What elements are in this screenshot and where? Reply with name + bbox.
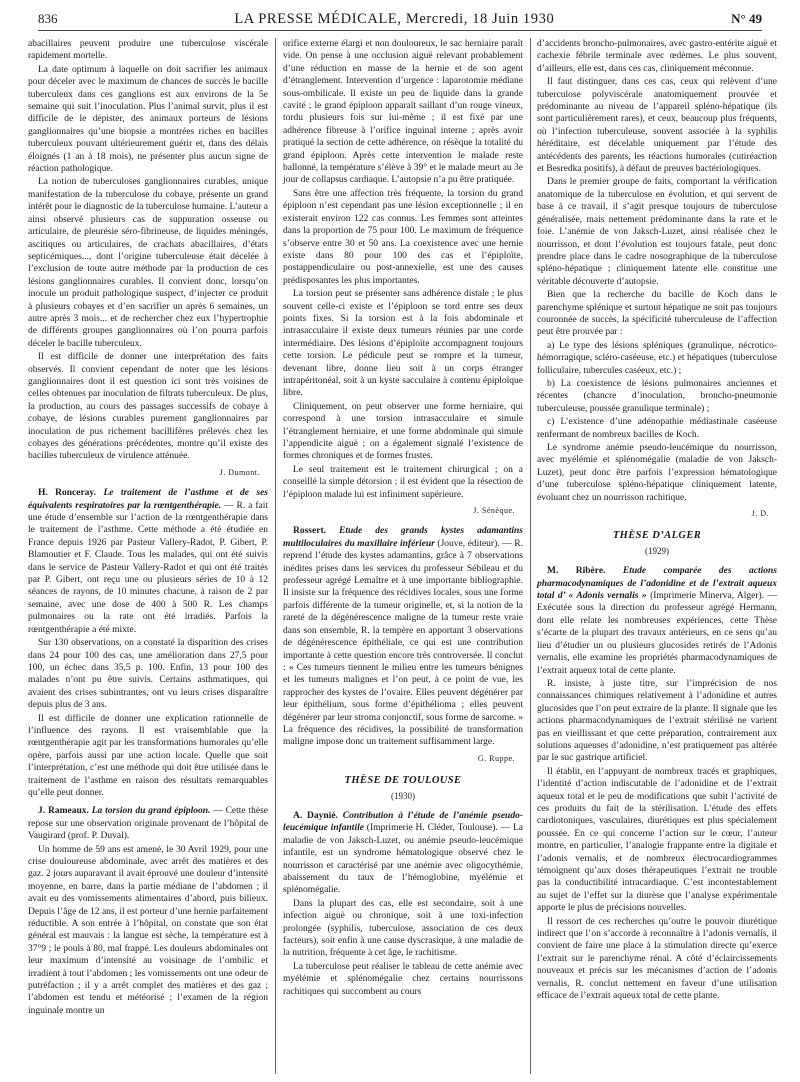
paragraph: Sans être une affection très fréquente, la torsion du grand épiploon n’est cependant pas une lésion exceptionnelle ; il en existerait environ 122 cas connus. Les femmes sont atteintes dans la proportion de 75 pour 100. Le maximum de fréquence s’observe entre 30 et 50 ans. La coexistence avec une hernie existe dans 80 pour 100 des cas et l’épiploïte, postappendiculaire ou post-annexielle, est une des causes prédisposantes les plus importantes. [283,188,523,286]
section-heading: THÈSE DE TOULOUSE [344,775,462,787]
paragraph: Bien que la recherche du bacille de Koch dans le parenchyme splénique et surtout hépatique ne soit pas toujours couronnée de succès, la spécificité tuberculeuse de l’affection peut être prouvée par : [537,290,777,338]
paragraph: Le seul traitement est le traitement chirurgical ; on a conseillé la simple détorsion ; il est évident que la résection de l’épiploon malade lui est infiniment supérieure. [283,464,523,500]
paragraph: d’accidents broncho-pulmonaires, avec gastro-entérite aiguë et cachexie fébrile terminale avec œdèmes. Le plus souvent, d’ailleurs, elle est, dans ces cas, cliniquement méconnue. [537,39,777,74]
article-head [283,810,523,897]
article-text: — R. a fait une étude d’ensemble sur l’action de la rœntgenthérapie dans le traitement de l’asthme. Cette méthode a été étudiée en France depuis 1926 par Pasteur Vallery-Radot, P. Gibert, P. Blamoutier et F. Claude. Tous les malades, qui ont été suivis dans le service de Pasteur Vallery-Radot et qui ont été traités par P. Gibert, ont reçu une ou plusieurs séries de 10 à 12 séances de rayons, de 10 minutes chacune, à raison de 2 par semaine, avec une dose de 400 à 500 R. Les champs pulmonaires ou la rate ont été irradiés. Parfois la rœntgenthérapie a été mixte. [28,500,268,635]
section-heading: THÈSE D’ALGER [612,530,702,542]
paragraph: La date optimum à laquelle on doit sacrifier les animaux pour déceler avec le maximum de chances de succès le bacille tuberculeux dans ces ganglions est aux environs de la 5e semaine qui suit l’inoculation. Plus l’animal survit, plus il est difficile de le dépister, des animaux porteurs de lésions ganglionnaires qu’une biopsie a montrées riches en bacilles tuberculeux pouvant ultérieurement guérir et, dans des délais éloignés (1 an à 18 mois), ne présenter plus aucun signe de réaction pathologique. [28,64,268,175]
paragraph: Il établit, en l’appuyant de nombreux tracés et graphiques, l’identité d’action indiscutable de l’adonidine et de l’extrait aqueux total et le peu de modifications que subit l’activité de ces produits du fait de la stérilisation. L’étude des effets cardiotoniques, vasculaires, diurétiques est plus spécialement poussée. En ce qui concerne l’action sur le cœur, l’auteur montre, en particulier, l’analogie frappante entre la digitale et l’adonis vernalis, et de nombreux électrocardiogrammes témoignent qu’aux doses thérapeutiques l’extrait ne trouble pas la conductibilité intracardiaque. C’est incontestablement au sujet de l’effet sur la diurèse que l’analyse expérimentale apporte le plus de précisions nouvelles. [537,766,777,914]
list-item: b) La coexistence de lésions pulmonaires anciennes et récentes (chancre d’inoculation, broncho-pneumonie tuberculeuse, poussée granulique terminale) ; [537,378,777,414]
paragraph: Cliniquement, on peut observer une forme herniaire, qui correspond à une torsion intrasacculaire et simule l’étranglement herniaire, et une forme abdominale qui simule l’appendicite aiguë ; on a également signalé l’existence de formes chroniques et de formes frustes. [283,401,523,462]
article-publisher: (Imprimerie Minerva, Alger). [650,591,765,602]
signature: G. Ruppe. [477,753,515,763]
paragraph: Il faut distinguer, dans ces cas, ceux qui relèvent d’une tuberculose polyviscérale anatomiquement prouvée et prédominante au niveau de l’appareil spléno-hépatique (ils sont particulièrement rares), et ceux, beaucoup plus fréquents, où l’infection tuberculeuse, souvent associée à la syphilis héréditaire, est décelable uniquement par l’étude des antécédents des parents, les réactions humorales (cutiréaction et Besredka positifs), à défaut de preuves bactériologiques. [537,77,777,175]
article-text: — La maladie de von Jaksch-Luzet, ou anémie pseudo-leucémique infantile, est un syndrome hématologique observé chez le nourrisson et caractérisé par une anémie avec oligocythémie, abaissement du taux de l’hémoglobine, myélémie et splénomégalie. [283,823,524,896]
signature: J. Sénèque. [473,506,515,516]
paragraph: Un homme de 59 ans est amené, le 30 Avril 1929, pour une crise douloureuse abdominale, avec arrêt des matières et des gaz. 2 jours auparavant il avait éprouvé une douleur d’intensité moyenne, en barre, dans la partie médiane de l’abdomen ; il avait eu des vomissements alimentaires d’abord, puis bilieux. Depuis l’âge de 12 ans, il est porteur d’une hernie parfaitement réductible. A son entrée à l’hôpital, on constate que son état général est mauvais : la langue est sèche, la température est à 37°9 ; le pouls à 80, mal frappé. Les douleurs abdominales ont leur maximum d’intensité au voisinage de l’ombilic et irradient à tout l’abdomen ; les vomissements ont une odeur de putréfaction ; il y a arrêt complet des matières et des gaz ; l’abdomen est tendu et météorisé ; l’examen de la région inguinale montre un [28,844,268,1016]
article-title: Contribution à l’étude de l’anémie pseudo-leucémique infantile [283,810,523,834]
list-item: a) Le type des lésions spléniques (granulique, nécrotico-hémorragique, scléro-caséeuse, etc.) et hépatiques (tuberculose folliculaire, tubercules caséeux, etc.) ; [537,340,777,376]
article-author: J. Rameaux. [38,806,89,817]
article-head [537,565,777,677]
column-rule [275,38,276,1074]
review-article [283,525,523,748]
paragraph: Il est difficile de donner une interprétation des faits observés. Il convient cependant de noter que les lésions ganglionnaires dont il est question ici sont très voisines de celles obtenues par inoculation de filtrats tuberculeux. De plus, la production, au cours des passages successifs de cobaye à cobaye, de lésions curables purement ganglionnaires par inoculation de pus richement bacillifères prélevés chez les cobayes des générations précédentes, montre qu’il existe des bacilles tuberculeux de virulence atténuée. [28,352,268,462]
column-2 [283,38,523,999]
section-year: (1930) [391,790,415,801]
page-header [38,8,762,31]
article-head [283,525,523,748]
article-text: — R. reprend l’étude des kystes adamantins, grâce à 7 observations inédites prises dans les services du professeur Sébileau et du professeur agrégé Lemaître et à une importante bibliographie. Il insiste sur la fréquence des récidives locales, sous une forme parfois différente de la tumeur originelle, et, si la notion de la rareté de la dégénérescence maligne de la tumeur reste vraie dans son ensemble, R. la tempère en apportant 3 observations de dégénérescence épithéliale, ce qui est une contribution importante à cette question encore très controversée. Il conclut : « Ces tumeurs tiennent le milieu entre les tumeurs bénignes et les tumeurs malignes et l’on peut, à ce point de vue, les rapprocher des kystes de l’ovaire. Elles peuvent dégénérer par leur épithélium, sous forme d’épithélioma ; elles peuvent dégénérer par leur stroma conjonctif, sous forme de sarcome. » La fréquence des récidives, la possibilité de transformation maligne impose donc un traitement suffisamment large. [283,538,523,748]
article-author: A. Daynié. [293,810,338,821]
article-text: — Exécutée sous la direction du professeur agrégé Hermann, dont elle relate les nombreuses expériences, cette Thèse s’écarte de la plupart des travaux antérieurs, en ce sens qu’au lieu d’étudier un ou plusieurs glucosides retirés de l’Adonis vernalis, elle examine les propriétés pharmacodynamiques de l’extrait aqueux total de cette plante. [537,591,778,676]
paragraph: R. insiste, à juste titre, sur l’imprécision de nos connaissances chimiques relativement à l’adonidine et autres glucosides que l’on peut extraire de la plante. Il signale que les actions pharmacodynamiques de l’extrait stérilisé ne varient pas en vieillissant et que cette préparation, contrairement aux solutions aqueuses d’adonidine, n’est pratiquement pas altérée par le suc gastrique artificiel. [537,678,777,764]
article-head [28,487,268,636]
page-number: 836 [38,11,58,26]
column-rule [530,38,531,1074]
paragraph: Il est difficile de donner une explication rationnelle de l’influence des rayons. Il est vraisemblable que la rœntgenthérapie agit par les transformations humorales qu’elle opère, parfois aussi par une action locale. Quelle que soit l’interprétation, c’est une méthode qui doit être utilisée dans le traitement de l’asthme en raison des résultats remarquables qu’elle peut donner. [28,713,268,798]
review-article [283,810,523,998]
section-year: (1929) [645,545,669,556]
paragraph: Le syndrome anémie pseudo-leucémique du nourrisson, avec myélémie et splénomégalie (maladie de von Jaksch-Luzet), peut donc être parfois l’expression hématologique d’une tuberculose spléno-hépatique cliniquement latente, évoluant chez un nourrisson rachitique. [537,443,777,503]
column-1 [28,38,268,1018]
paragraph: La notion de tuberculoses ganglionnaires curables, unique manifestation de la tuberculose du cobaye, présente un grand intérêt pour le diagnostic de la tuberculose humaine. L’auteur a ainsi observé plusieurs cas de suppuration osseuse ou articulaire, de pleurésie séro-fibrineuse, de liquides méningés, ascitiques ou articulaires, de crachats abacillaires, d’états septicémiques..., dont l’origine tuberculeuse était décelée à l’exclusion de toute autre méthode par la production de ces lésions ganglionnaires curables. Il convient donc, lorsqu’on inocule un produit pathologique suspect, d’injecter ce produit à plusieurs cobayes et d’en sacrifier un après 6 semaines, un autre après 3 mois... et de rechercher chez eux l’hypertrophie de différents groupes ganglionnaires où l’on pourra parfois déceler le bacille tuberculeux. [28,177,268,349]
article-title: La torsion du grand épiploon. [91,806,211,817]
paragraph: orifice externe élargi et non douloureux, le sac herniaire paraît vide. On pense à une occlusion aiguë relevant probablement d’une réduction en masse de la hernie et de son agent d’étranglement. Intervention d’urgence : laparotomie médiane sous-ombilicale. Il existe un peu de liquide dans la grande cavité ; le grand épiploon apparaît saillant d’un rouge vineux, tordu plusieurs fois sur lui-même ; il est fixé par une adhérence fibreuse à l’orifice inguinal interne ; après avoir pratiqué la section de cette adhérence, on résèque la totalité du grand épiploon. Après cette intervention le malade reste ballonné, la température s’élève à 39° et le malade meurt au 3e jour de collapsus cardiaque. L’autopsie n’a pu être pratiquée. [283,39,523,186]
review-article [28,805,268,1017]
article-title: Le traitement de l’asthme et de ses équivalents respiratoires par la rœntgenthérapie. [28,488,269,511]
signature: J. Dumont. [219,467,260,477]
review-article [28,487,268,799]
article-title: Etude comparée des actions pharmacodynamiques de l’adonidine et de l’extrait aqueux total d’ « Adonis vernalis » [537,566,778,602]
column-3 [537,38,777,1003]
journal-title: LA PRESSE MÉDICALE, Mercredi, 18 Juin 1930 [234,10,555,27]
article-title: Etude des grands kystes adamantins multiloculaires du maxillaire inférieur [283,526,524,549]
paragraph: Il ressort de ces recherches qu’outre le pouvoir diurétique indirect que l’on s’accorde à reconnaître à l’adonis vernalis, il convient de faire une place à la stimulation directe qu’exerce l’extrait sur le parenchyme rénal. A côté d’éclaircissements nouveaux et précis sur les mécanismes d’action de l’adonis vernalis, R. conclut nettement en faveur d’une utilisation efficace de l’extrait aqueux total de cette plante. [537,916,777,1002]
paragraph: La tuberculose peut réaliser le tableau de cette anémie avec myélémie et splénomégalie chez certains nourrissons rachitiques qui succombent au cours [283,961,523,997]
article-author: H. Ronceray. [38,488,97,499]
article-text: — Cette thèse repose sur une observation originale provenant de l’hôpital de Vaugirard (prof. P. Duval). [28,806,268,842]
signature: J. D. [751,509,769,519]
article-publisher: (Imprimerie H. Cléder, Toulouse). [366,823,498,834]
paragraph: Sur 130 observations, on a constaté la disparition des crises dans 24 pour 100 des cas, une amélioration dans 27,5 pour 100, un échec dans 35,5 p. 100. Enfin, 13 pour 100 des malades n’ont pu être suivis. Certains asthmatiques, qui avaient des crises subintrantes, ont vu leurs crises disparaître depuis plus de 3 ans. [28,638,268,711]
article-head [28,805,268,842]
review-article [537,565,777,1002]
paragraph: La torsion peut se présenter sans adhérence distale ; le plus souvent celle-ci existe et l’épiploon se tord entre ses deux points fixes. Si la torsion est à la fois abdominale et intrasacculaire il existe deux tumeurs réunies par une corde intermédiaire. Des lésions d’épiploïte accompagnent toujours cette torsion. Le pédicule peut se rompre et la tumeur, devenant libre, donne lieu soit à un corps étranger intrapéritonéal, soit à un kyste sacculaire à contenu épiploïque libre. [283,289,523,399]
article-publisher: (Jouve, éditeur). [437,538,500,549]
article-author: Rossert. [293,526,326,537]
article-author: M. Ribère. [547,566,606,577]
issue-number: N° 49 [731,11,762,26]
list-item: c) L’existence d’une adénopathie médiastinale caséeuse renfermant de nombreux bacilles de Koch. [537,417,777,440]
paragraph: Dans la plupart des cas, elle est secondaire, soit à une infection aiguë ou chronique, soit à une toxi-infection prolongée (syphilis, tuberculose, association de ces deux facteurs), soit enfin à une cause dyscrasique, à une maladie de la nutrition, fréquente à cet âge, le rachitisme. [283,898,523,959]
paragraph: Dans le premier groupe de faits, comportant la vérification anatomique de la tuberculose en évolution, et qui servent de base à ce travail, il s’agit presque toujours de tuberculose généralisée, mais nettement prédominante dans la rate et le foie. L’anémie de von Jaksch-Luzet, ainsi réalisée chez le nourrisson, et dont l’évolution est toujours fatale, peut donc prendre place dans le cadre nosographique de la tuberculose spléno-hépatique ; cliniquement latente elle constitue une véritable découverte d’autopsie. [537,177,777,287]
paragraph: abacillaires peuvent produire une tuberculose viscérale rapidement mortelle. [28,39,268,62]
